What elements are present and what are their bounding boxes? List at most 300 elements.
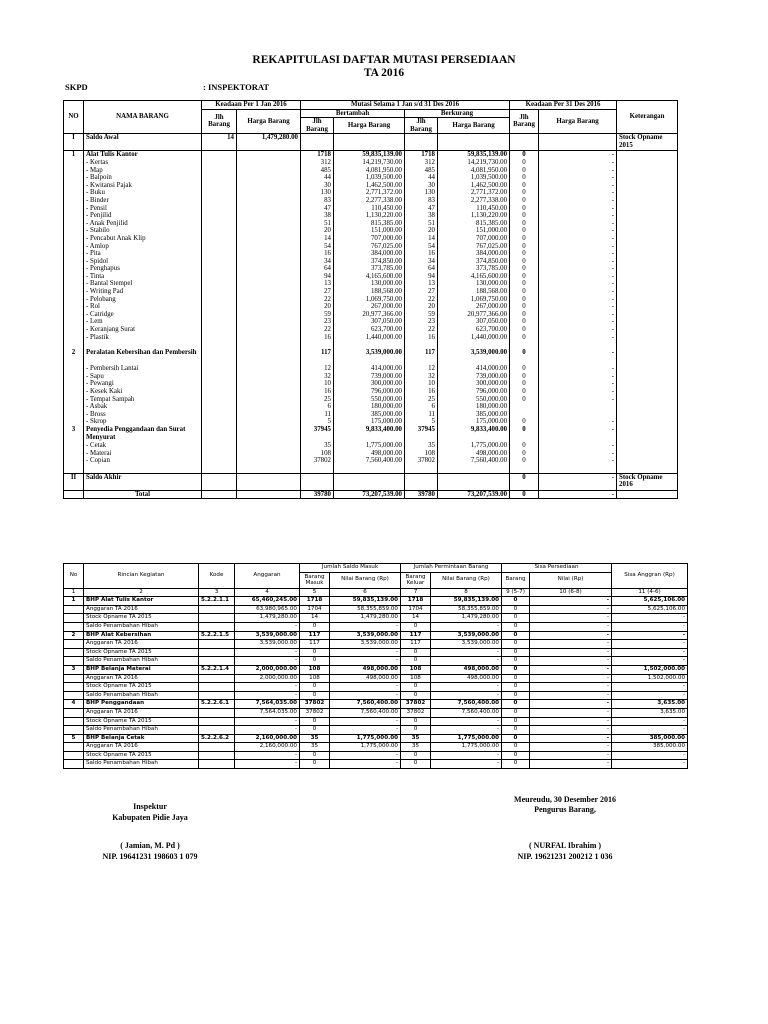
- cell-j2: 25: [301, 396, 334, 404]
- cell-nm: -: [330, 760, 401, 769]
- column-number: 2: [84, 588, 199, 597]
- cell-j1: [202, 296, 237, 304]
- table-row: [64, 734, 688, 743]
- cell-sa: 1,502,000.00: [612, 674, 688, 683]
- cell-h2: 130,000.00: [334, 280, 405, 288]
- cell-h1: [237, 205, 301, 213]
- cell-j1: [202, 388, 237, 396]
- cell-nm: 1,775,000.00: [330, 743, 401, 752]
- table-row: [64, 442, 678, 450]
- cell-no: 5: [64, 734, 84, 743]
- cell-j2: 83: [301, 197, 334, 205]
- table-row: [64, 411, 678, 419]
- column-number: 10 (6-8): [530, 588, 612, 597]
- cell-h4: -: [539, 182, 617, 190]
- table-row: [64, 760, 688, 769]
- cell-nk: -: [431, 691, 502, 700]
- cell-h3: 414,000.00: [438, 365, 510, 373]
- cell-nama: - Bross: [84, 411, 202, 419]
- cell-nk: 3,539,000.00: [431, 640, 502, 649]
- cell-no: [64, 159, 84, 167]
- cell-h4: -: [539, 426, 617, 442]
- cell-sn: -: [530, 648, 612, 657]
- cell-h1: [237, 442, 301, 450]
- cell-j4: 0: [510, 174, 539, 182]
- cell-anggaran: 65,460,245.00: [235, 597, 300, 606]
- cell-sa: -: [612, 751, 688, 760]
- cell-no: [64, 683, 84, 692]
- cell-ket: [617, 280, 678, 288]
- cell-h4: -: [539, 365, 617, 373]
- cell-h4: -: [539, 450, 617, 458]
- cell-sn: -: [530, 743, 612, 752]
- column-number: 1: [64, 588, 84, 597]
- cell-nama: - Lem: [84, 318, 202, 326]
- cell-j1: 14: [202, 134, 237, 151]
- cell-rincian: Anggaran TA 2016: [84, 708, 199, 717]
- cell-sn: -: [530, 751, 612, 760]
- cell-j3: 34: [405, 258, 438, 266]
- cell-j1: [202, 442, 237, 450]
- cell-j2: 312: [301, 159, 334, 167]
- cell-bk: 117: [401, 640, 431, 649]
- cell-nk: -: [431, 751, 502, 760]
- cell-ket: [617, 442, 678, 450]
- cell-ket: [617, 151, 678, 159]
- cell-j2: 485: [301, 167, 334, 175]
- cell-j1: [202, 396, 237, 404]
- table-row: [64, 265, 678, 273]
- cell-j2: 44: [301, 174, 334, 182]
- cell-h2: [334, 473, 405, 490]
- cell-j3: 22: [405, 296, 438, 304]
- cell-nk: -: [431, 683, 502, 692]
- cell-rincian: Saldo Penambahan Hibah: [84, 691, 199, 700]
- col-keadaan-awal: Keadaan Per 1 Jan 2016: [202, 101, 301, 110]
- cell-sa: -: [612, 648, 688, 657]
- cell-no: [64, 235, 84, 243]
- cell-kode: [199, 648, 235, 657]
- cell-j3: 23: [405, 318, 438, 326]
- cell-j4: [510, 134, 539, 151]
- cell-kode: [199, 614, 235, 623]
- cell-h1: [237, 457, 301, 465]
- cell-h3: 175,000.00: [438, 418, 510, 426]
- cell-sb: 0: [502, 683, 530, 692]
- cell-ket: [617, 167, 678, 175]
- cell-h3: 498,000.00: [438, 450, 510, 458]
- cell-nm: -: [330, 726, 401, 735]
- cell-h4: -: [539, 296, 617, 304]
- cell-h1: [237, 418, 301, 426]
- cell-j3: [405, 134, 438, 151]
- cell-nama: - Pewangi: [84, 380, 202, 388]
- cell-j4: 0: [510, 326, 539, 334]
- cell-ket: [617, 227, 678, 235]
- cell-j2: 108: [301, 450, 334, 458]
- cell-h4: -: [539, 151, 617, 159]
- col2-permintaan: Jumlah Permintaan Barang: [401, 564, 502, 573]
- cell-j1: [202, 403, 237, 411]
- cell-h3: 59,835,139.00: [438, 151, 510, 159]
- cell-j4: 0: [510, 189, 539, 197]
- cell-sa: -: [612, 631, 688, 640]
- cell-h1: [237, 174, 301, 182]
- cell-h4: -: [539, 159, 617, 167]
- table-row: [64, 334, 678, 342]
- cell-h2: 9,833,400.00: [334, 426, 405, 442]
- cell-no: [64, 373, 84, 381]
- cell-j1: [202, 265, 237, 273]
- cell-ket: [617, 349, 678, 365]
- cell-no: 3: [64, 665, 84, 674]
- cell-bm: 117: [300, 631, 330, 640]
- cell-no: [64, 220, 84, 228]
- cell-sb: 0: [502, 631, 530, 640]
- cell-h4: -: [539, 273, 617, 281]
- col2-nilai-keluar: Nilai Barang (Rp): [431, 572, 502, 588]
- cell-j2: 12: [301, 365, 334, 373]
- cell-h3: 130,000.00: [438, 280, 510, 288]
- cell-h3: 815,385.00: [438, 220, 510, 228]
- cell-h1: [237, 450, 301, 458]
- cell-h4: -: [539, 418, 617, 426]
- cell-bk: 0: [401, 717, 431, 726]
- cell-h1: [237, 159, 301, 167]
- cell-h1: [237, 490, 301, 499]
- cell-h1: [237, 326, 301, 334]
- table-row: [64, 273, 678, 281]
- cell-j2: 47: [301, 205, 334, 213]
- cell-j3: 64: [405, 265, 438, 273]
- cell-j2: 6: [301, 403, 334, 411]
- cell-bm: 35: [300, 734, 330, 743]
- cell-bk: 35: [401, 734, 431, 743]
- cell-kode: [199, 760, 235, 769]
- cell-h1: [237, 349, 301, 365]
- cell-ket: [617, 326, 678, 334]
- cell-anggaran: 2,160,000.00: [235, 743, 300, 752]
- cell-h3: 739,000.00: [438, 373, 510, 381]
- cell-ket: [617, 220, 678, 228]
- cell-h4: -: [539, 303, 617, 311]
- table-row: [64, 280, 678, 288]
- col2-sisa-nilai: Nilai (Rp): [530, 572, 612, 588]
- cell-anggaran: -: [235, 648, 300, 657]
- cell-no: [64, 605, 84, 614]
- cell-nk: -: [431, 657, 502, 666]
- cell-j1: [202, 457, 237, 465]
- table-row: [64, 457, 678, 465]
- cell-nama: - Materai: [84, 450, 202, 458]
- col-nama-barang: NAMA BARANG: [84, 101, 202, 134]
- cell-h2: 73,207,539.00: [334, 490, 405, 499]
- cell-j2: 35: [301, 442, 334, 450]
- cell-sb: 0: [502, 665, 530, 674]
- cell-j1: [202, 205, 237, 213]
- cell-h1: [237, 220, 301, 228]
- cell-rincian: BHP Alat Tulis Kantor: [84, 597, 199, 606]
- cell-j4: 0: [510, 235, 539, 243]
- cell-j4: 0: [510, 151, 539, 159]
- cell-h2: 1,462,500.00: [334, 182, 405, 190]
- table-row: [64, 751, 688, 760]
- cell-j1: [202, 303, 237, 311]
- cell-nk: 7,560,400.00: [431, 708, 502, 717]
- cell-anggaran: 3,539,000.00: [235, 640, 300, 649]
- cell-j3: 54: [405, 243, 438, 251]
- cell-h3: 1,069,750.00: [438, 296, 510, 304]
- cell-j3: 47: [405, 205, 438, 213]
- cell-h2: 4,081,950.00: [334, 167, 405, 175]
- cell-h1: [237, 426, 301, 442]
- cell-h3: 307,050.00: [438, 318, 510, 326]
- cell-sb: 0: [502, 726, 530, 735]
- cell-h3: [438, 134, 510, 151]
- table-row: [64, 396, 678, 404]
- cell-h4: -: [539, 167, 617, 175]
- cell-bm: 37802: [300, 700, 330, 709]
- column-number: 9 (5-7): [502, 588, 530, 597]
- cell-no: [64, 743, 84, 752]
- cell-nk: 58,355,859.00: [431, 605, 502, 614]
- table-row: [64, 717, 688, 726]
- cell-j2: 54: [301, 243, 334, 251]
- cell-rincian: Saldo Penambahan Hibah: [84, 726, 199, 735]
- cell-bk: 0: [401, 648, 431, 657]
- cell-j2: 20: [301, 303, 334, 311]
- cell-j3: 51: [405, 220, 438, 228]
- col2-anggaran: Anggaran: [235, 564, 300, 589]
- cell-j1: [202, 365, 237, 373]
- cell-h3: 20,977,366.00: [438, 311, 510, 319]
- document-title: REKAPITULASI DAFTAR MUTASI PERSEDIAAN: [252, 54, 516, 66]
- cell-h3: 7,560,400.00: [438, 457, 510, 465]
- cell-no: [64, 197, 84, 205]
- table-row: [64, 657, 688, 666]
- cell-ket: [617, 388, 678, 396]
- cell-kode: 5.2.2.1.4: [199, 665, 235, 674]
- cell-j3: 37802: [405, 457, 438, 465]
- table-row: [64, 490, 678, 499]
- cell-kode: [199, 605, 235, 614]
- cell-sa: -: [612, 640, 688, 649]
- cell-bk: 35: [401, 743, 431, 752]
- cell-j1: [202, 250, 237, 258]
- cell-nama: - Anak Penjilid: [84, 220, 202, 228]
- cell-rincian: Anggaran TA 2016: [84, 743, 199, 752]
- cell-h4: -: [539, 473, 617, 490]
- cell-j1: [202, 212, 237, 220]
- cell-h3: 3,539,000.00: [438, 349, 510, 365]
- cell-h4: [539, 134, 617, 151]
- cell-no: [64, 751, 84, 760]
- cell-j4: 0: [510, 265, 539, 273]
- cell-rincian: BHP Alat Kebersihan: [84, 631, 199, 640]
- cell-j3: 11: [405, 411, 438, 419]
- cell-nama: - Tinta: [84, 273, 202, 281]
- col-jlh-akhir: Jlh Barang: [510, 109, 539, 134]
- cell-h2: [334, 134, 405, 151]
- cell-no: [64, 450, 84, 458]
- cell-rincian: Anggaran TA 2016: [84, 640, 199, 649]
- cell-nama: - Keranjang Surat: [84, 326, 202, 334]
- cell-h4: -: [539, 457, 617, 465]
- cell-nk: -: [431, 717, 502, 726]
- cell-no: [64, 674, 84, 683]
- cell-bm: 35: [300, 743, 330, 752]
- cell-ket: [617, 318, 678, 326]
- cell-h3: 1,039,500.00: [438, 174, 510, 182]
- cell-j4: 0: [510, 220, 539, 228]
- cell-nm: 498,000.00: [330, 665, 401, 674]
- cell-h2: 796,000.00: [334, 388, 405, 396]
- cell-bm: 0: [300, 717, 330, 726]
- cell-no: [64, 760, 84, 769]
- cell-nama: - Bantal Stempel: [84, 280, 202, 288]
- cell-j4: 0: [510, 457, 539, 465]
- cell-j2: 16: [301, 388, 334, 396]
- cell-rincian: BHP Belanja Materai: [84, 665, 199, 674]
- table-row: [64, 380, 678, 388]
- cell-no: 3: [64, 426, 84, 442]
- skpd-label: SKPD: [65, 82, 88, 92]
- cell-h2: 550,000.00: [334, 396, 405, 404]
- cell-j3: 37945: [405, 426, 438, 442]
- cell-j4: 0: [510, 365, 539, 373]
- cell-ket: [617, 334, 678, 342]
- cell-no: [64, 403, 84, 411]
- cell-j2: 34: [301, 258, 334, 266]
- table-row: [64, 326, 678, 334]
- table-row: [64, 683, 688, 692]
- col-jlh-awal: Jlh Barang: [202, 109, 237, 134]
- cell-no: I: [64, 134, 84, 151]
- cell-h1: [237, 243, 301, 251]
- cell-bk: 0: [401, 622, 431, 631]
- cell-j1: [202, 280, 237, 288]
- cell-no: [64, 311, 84, 319]
- cell-j3: 32: [405, 373, 438, 381]
- cell-nama: - Pencabut Anak Klip: [84, 235, 202, 243]
- cell-ket: [617, 450, 678, 458]
- cell-sb: 0: [502, 674, 530, 683]
- cell-ket: [617, 426, 678, 442]
- cell-h3: 623,700.00: [438, 326, 510, 334]
- cell-h2: 498,000.00: [334, 450, 405, 458]
- cell-h2: 373,785.00: [334, 265, 405, 273]
- cell-sb: 0: [502, 743, 530, 752]
- cell-kode: [199, 674, 235, 683]
- cell-h3: 267,000.00: [438, 303, 510, 311]
- column-number: 8: [431, 588, 502, 597]
- cell-no: [64, 418, 84, 426]
- cell-no: [64, 717, 84, 726]
- cell-nama: - Kesek Kaki: [84, 388, 202, 396]
- cell-bk: 1704: [401, 605, 431, 614]
- cell-h2: 20,977,366.00: [334, 311, 405, 319]
- cell-sb: 0: [502, 708, 530, 717]
- cell-kode: 5.2.2.1.1: [199, 597, 235, 606]
- cell-nama: Saldo Awal: [84, 134, 202, 151]
- cell-h3: 180,000.00: [438, 403, 510, 411]
- cell-nama: - Cetak: [84, 442, 202, 450]
- cell-h4: -: [539, 174, 617, 182]
- cell-bm: 108: [300, 665, 330, 674]
- cell-no: [64, 265, 84, 273]
- cell-h4: -: [539, 197, 617, 205]
- cell-j3: 16: [405, 388, 438, 396]
- cell-bm: 0: [300, 751, 330, 760]
- cell-j3: 5: [405, 418, 438, 426]
- cell-ket: [617, 403, 678, 411]
- col2-kode: Kode: [199, 564, 235, 589]
- cell-j1: [202, 318, 237, 326]
- cell-sb: 0: [502, 751, 530, 760]
- cell-ket: Stock Opname 2015: [617, 134, 678, 151]
- cell-ket: [617, 258, 678, 266]
- cell-j4: 0: [510, 426, 539, 442]
- cell-h1: [237, 280, 301, 288]
- cell-j4: 0: [510, 303, 539, 311]
- cell-nama: - Plastik: [84, 334, 202, 342]
- cell-no: [64, 303, 84, 311]
- cell-ket: [617, 303, 678, 311]
- cell-kode: [199, 683, 235, 692]
- cell-nm: 1,479,280.00: [330, 614, 401, 623]
- cell-sa: -: [612, 622, 688, 631]
- right-signature-title: Pengurus Barang,: [534, 805, 596, 814]
- cell-ket: [617, 418, 678, 426]
- table-row: [64, 182, 678, 190]
- cell-h4: -: [539, 380, 617, 388]
- cell-j4: 0: [510, 159, 539, 167]
- cell-h3: 2,277,338.00: [438, 197, 510, 205]
- cell-bm: 117: [300, 640, 330, 649]
- cell-anggaran: 7,564,035.00: [235, 700, 300, 709]
- cell-ket: [617, 250, 678, 258]
- cell-ket: [617, 265, 678, 273]
- table-row: [64, 743, 688, 752]
- table-row: [64, 597, 688, 606]
- table-row: [64, 373, 678, 381]
- cell-ket: [617, 235, 678, 243]
- cell-sb: 0: [502, 648, 530, 657]
- cell-nama: - Sapu: [84, 373, 202, 381]
- cell-j3: 312: [405, 159, 438, 167]
- cell-nk: -: [431, 648, 502, 657]
- table-row: [64, 640, 688, 649]
- cell-j4: 0: [510, 396, 539, 404]
- cell-h4: -: [539, 227, 617, 235]
- table-row: [64, 465, 678, 474]
- cell-h3: 385,000.00: [438, 411, 510, 419]
- cell-j2: 27: [301, 288, 334, 296]
- cell-j3: [405, 473, 438, 490]
- cell-j1: [202, 159, 237, 167]
- table-row: [64, 189, 678, 197]
- cell-j1: [202, 334, 237, 342]
- cell-nama: - Balpoin: [84, 174, 202, 182]
- cell-sn: -: [530, 605, 612, 614]
- cell-j3: 30: [405, 182, 438, 190]
- cell-ket: [617, 311, 678, 319]
- cell-nama: - Rol: [84, 303, 202, 311]
- cell-bk: 0: [401, 683, 431, 692]
- cell-j4: 0: [510, 334, 539, 342]
- cell-h3: [438, 473, 510, 490]
- cell-nama: - Amlop: [84, 243, 202, 251]
